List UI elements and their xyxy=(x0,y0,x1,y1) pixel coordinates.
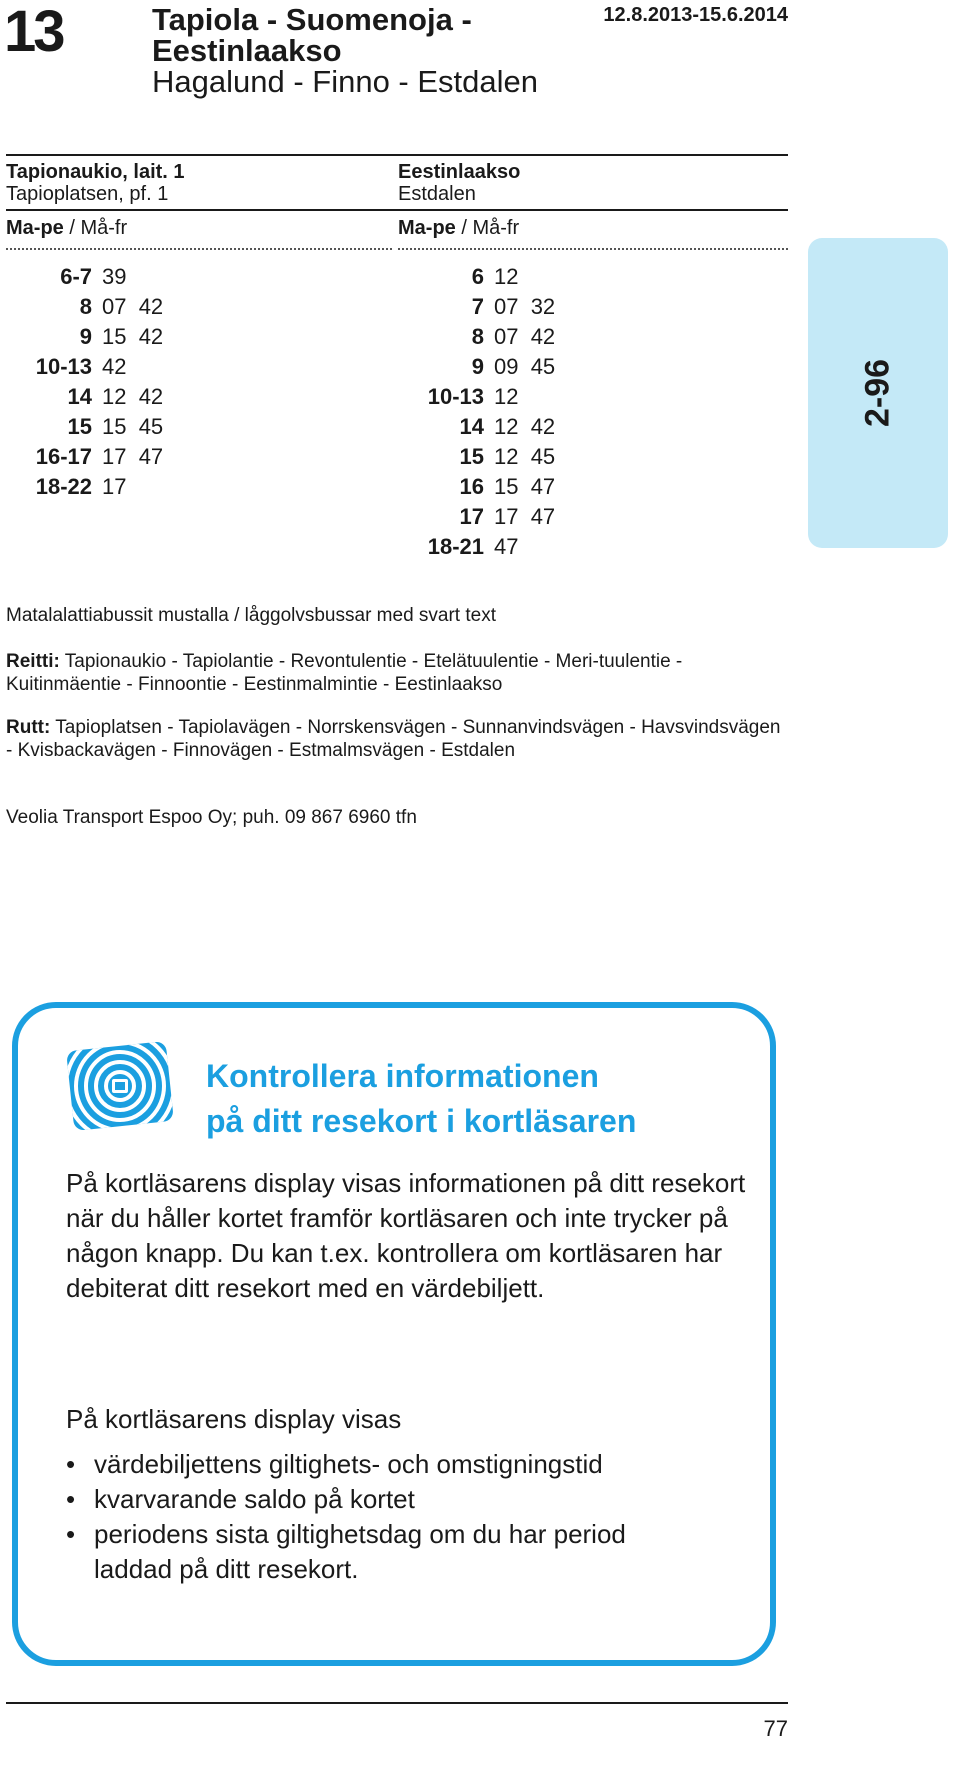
hour: 15 xyxy=(459,444,484,469)
timetable-row xyxy=(392,322,555,352)
list-item: • periodens sista giltighetsdag om du har period laddad på ditt resekort. xyxy=(66,1517,686,1587)
hour: 18-22 xyxy=(35,474,92,499)
minutes: 12 45 xyxy=(494,444,556,469)
timetable-row xyxy=(392,352,555,382)
minutes: 12 42 xyxy=(102,384,164,409)
hour: 14 xyxy=(459,414,484,439)
low-floor-note: Matalalattiabussit mustalla / låggolvsbussar med svart text xyxy=(6,605,496,626)
left-stop-name-sv: Tapioplatsen, pf. 1 xyxy=(6,183,169,205)
minutes: 12 42 xyxy=(494,414,556,439)
stop-rule xyxy=(6,209,788,211)
route-label-sv: Rutt: xyxy=(6,717,51,738)
hour: 8 xyxy=(471,324,484,349)
info-list-intro: På kortläsarens display visas xyxy=(66,1404,402,1434)
left-dotted-rule xyxy=(6,248,392,250)
route-label-fi: Reitti: xyxy=(6,651,60,672)
right-day-type xyxy=(398,217,519,240)
hour: 16 xyxy=(459,474,484,499)
right-day-type-separator: / xyxy=(455,217,473,239)
route-description-sv xyxy=(6,716,786,762)
info-title xyxy=(206,1054,746,1144)
minutes: 17 47 xyxy=(494,504,556,529)
minutes: 09 45 xyxy=(494,354,556,379)
timetable-row xyxy=(0,292,163,322)
right-day-type-fi: Ma-pe xyxy=(398,217,456,239)
hour: 10-13 xyxy=(427,384,484,409)
timetable-row xyxy=(0,262,126,292)
left-day-type-sv: Må-fr xyxy=(80,217,128,239)
hour: 9 xyxy=(79,324,92,349)
left-stop-name-fi: Tapionaukio, lait. 1 xyxy=(6,161,185,183)
travel-card-icon xyxy=(66,1042,174,1130)
route-title-fi: Tapiola - Suomenoja - Eestinlaakso xyxy=(152,2,472,68)
left-day-type xyxy=(6,217,127,240)
route-title-sv: Hagalund - Finno - Estdalen xyxy=(152,64,539,99)
page-range-tab xyxy=(808,238,948,548)
info-paragraph: På kortläsarens display visas informationen på ditt resekort när du håller kortet framför kortläsaren och inte trycker på någon knapp. Du kan t.ex. kontrollera om kortläsaren har debiterat ditt resekort med en värdebiljett. xyxy=(66,1168,746,1303)
minutes: 07 42 xyxy=(102,294,164,319)
info-title-line-2: på ditt resekort i kortläsaren xyxy=(206,1103,637,1139)
route-text-sv: Tapioplatsen - Tapiolavägen - Norrskensvägen - Sunnanvindsvägen - Havsvindsvägen - Kvisbackavägen - Finnovägen - Estmalmsvägen - Estdalen xyxy=(6,717,781,761)
hour: 15 xyxy=(67,414,92,439)
minutes: 12 xyxy=(494,384,519,409)
top-rule xyxy=(6,154,788,156)
list-item: • kvarvarande saldo på kortet xyxy=(66,1482,686,1517)
timetable-row xyxy=(392,442,555,472)
hour: 7 xyxy=(471,294,484,319)
hour: 18-21 xyxy=(427,534,484,559)
route-number: 13 xyxy=(4,0,63,64)
minutes: 12 xyxy=(494,264,519,289)
timetable-row xyxy=(392,292,555,322)
timetable-row xyxy=(392,262,518,292)
timetable-row xyxy=(392,382,518,412)
hour: 9 xyxy=(471,354,484,379)
minutes: 47 xyxy=(494,534,519,559)
minutes: 17 xyxy=(102,474,127,499)
right-stop-name-fi: Eestinlaakso xyxy=(398,161,521,183)
timetable-row xyxy=(392,502,555,532)
hour: 6 xyxy=(471,264,484,289)
list-item: • värdebiljettens giltighets- och omstigningstid xyxy=(66,1447,686,1482)
page-number: 77 xyxy=(763,1716,788,1741)
hour: 6-7 xyxy=(60,264,92,289)
info-list xyxy=(66,1447,686,1587)
route-text-fi: Tapionaukio - Tapiolantie - Revontulentie - Etelätuulentie - Meri-tuulentie - Kuitinmäentie - Finnoontie - Eestinmalmintie - Eestinlaakso xyxy=(6,651,683,695)
left-day-type-fi: Ma-pe xyxy=(6,217,64,239)
hour: 14 xyxy=(67,384,92,409)
minutes: 07 32 xyxy=(494,294,556,319)
timetable-row xyxy=(0,472,126,502)
hour: 16-17 xyxy=(35,444,92,469)
minutes: 15 47 xyxy=(494,474,556,499)
minutes: 15 45 xyxy=(102,414,164,439)
minutes: 42 xyxy=(102,354,127,379)
right-dotted-rule xyxy=(398,248,788,250)
timetable-row xyxy=(0,322,163,352)
timetable-row xyxy=(0,412,163,442)
validity-period: 12.8.2013-15.6.2014 xyxy=(603,4,788,26)
info-title-line-1: Kontrollera informationen xyxy=(206,1058,599,1094)
timetable-row xyxy=(0,382,163,412)
timetable-row xyxy=(0,442,163,472)
page-range-label: 2-96 xyxy=(858,358,897,428)
hour: 8 xyxy=(79,294,92,319)
timetable-row xyxy=(392,472,555,502)
right-day-type-sv: Må-fr xyxy=(472,217,520,239)
operator-contact: Veolia Transport Espoo Oy; puh. 09 867 6960 tfn xyxy=(6,807,417,828)
timetable-row xyxy=(392,412,555,442)
minutes: 07 42 xyxy=(494,324,556,349)
route-description-fi xyxy=(6,650,786,696)
left-day-type-separator: / xyxy=(63,217,81,239)
minutes: 17 47 xyxy=(102,444,164,469)
hour: 17 xyxy=(459,504,484,529)
minutes: 15 42 xyxy=(102,324,164,349)
minutes: 39 xyxy=(102,264,127,289)
timetable-row xyxy=(0,352,126,382)
right-stop-name-sv: Estdalen xyxy=(398,183,476,205)
footer-rule xyxy=(6,1702,788,1704)
hour: 10-13 xyxy=(35,354,92,379)
timetable-row xyxy=(392,532,518,562)
